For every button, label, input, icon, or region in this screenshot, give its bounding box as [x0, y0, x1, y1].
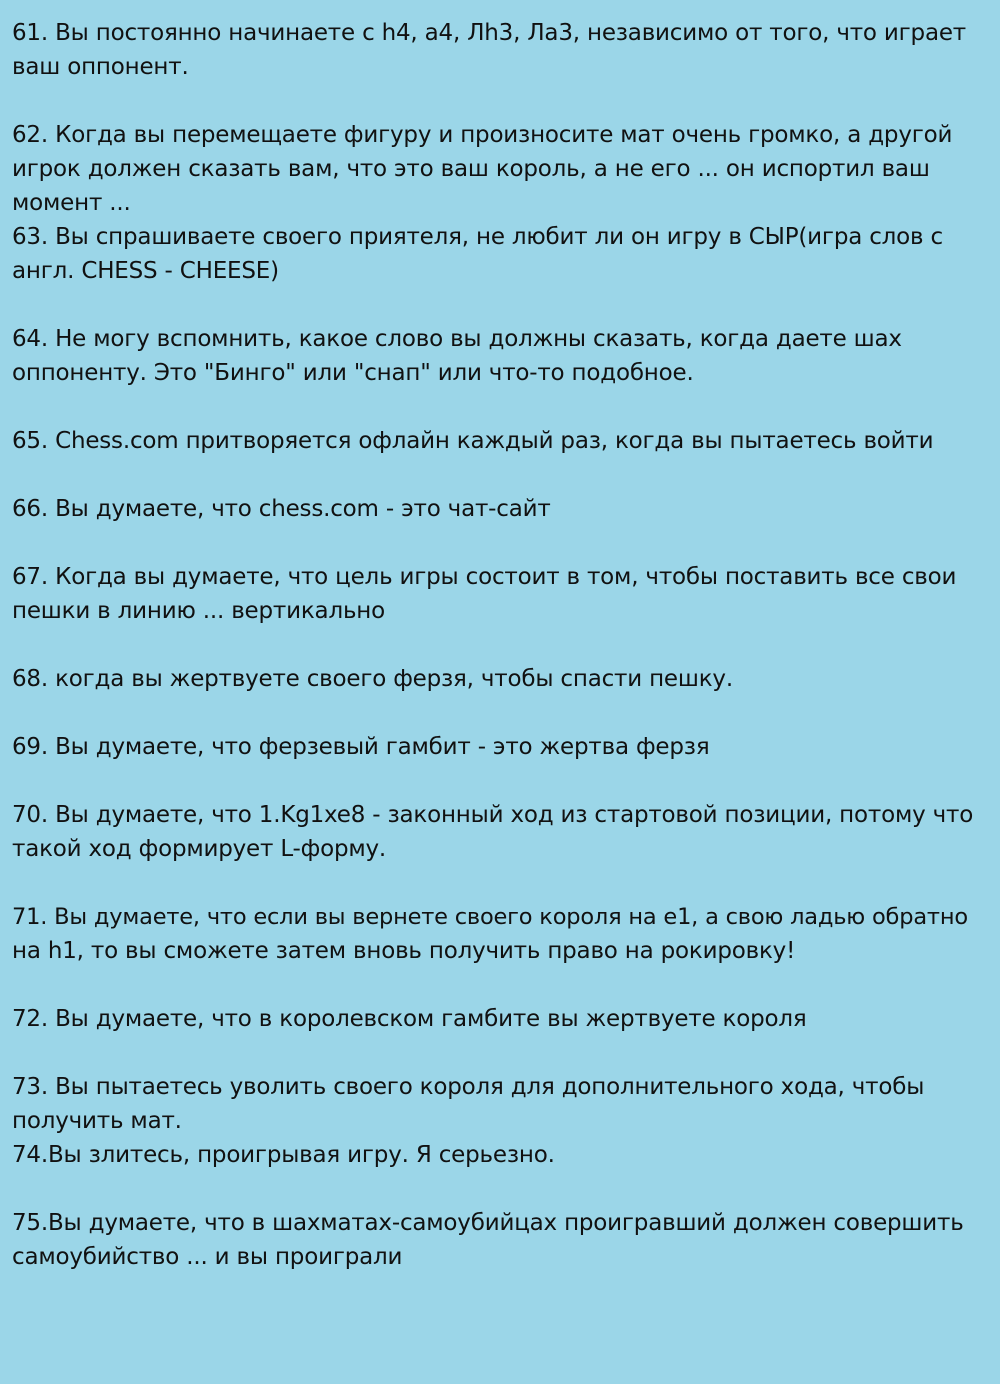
text-line: 64. Не могу вспомнить, какое слово вы должны сказать, когда даете шах	[12, 326, 902, 352]
text-line: 67. Когда вы думаете, что цель игры состоит в том, чтобы поставить все свои	[12, 564, 957, 590]
text-line: оппоненту. Это "Бинго" или "снап" или что-то подобное.	[12, 360, 694, 386]
text-line: 63. Вы спрашиваете своего приятеля, не любит ли он игру в СЫР(игра слов с	[12, 224, 943, 250]
text-line: 72. Вы думаете, что в королевском гамбите вы жертвуете короля	[12, 1006, 807, 1032]
text-line: на h1, то вы сможете затем вновь получить право на рокировку!	[12, 938, 796, 964]
text-line: получить мат.	[12, 1108, 182, 1134]
text-line: 62. Когда вы перемещаете фигуру и произносите мат очень громко, а другой	[12, 122, 953, 148]
text-line: момент ...	[12, 190, 131, 216]
text-line: 61. Вы постоянно начинаете с h4, a4, Лh3, Ла3, независимо от того, что играет	[12, 20, 966, 46]
text-line: 68. когда вы жертвуете своего ферзя, чтобы спасти пешку.	[12, 666, 733, 692]
text-line: самоубийство ... и вы проиграли	[12, 1244, 403, 1270]
text-line: 65. Chess.com притворяется офлайн каждый раз, когда вы пытаетесь войти	[12, 428, 934, 454]
text-line: 69. Вы думаете, что ферзевый гамбит - это жертва ферзя	[12, 734, 710, 760]
text-line: игрок должен сказать вам, что это ваш король, а не его ... он испортил ваш	[12, 156, 930, 182]
text-line: 74.Вы злитесь, проигрывая игру. Я серьезно.	[12, 1142, 555, 1168]
text-line: пешки в линию ... вертикально	[12, 598, 386, 624]
text-line: ваш оппонент.	[12, 54, 189, 80]
text-line: 71. Вы думаете, что если вы вернете своего короля на e1, а свою ладью обратно	[12, 904, 968, 930]
text-line: 66. Вы думаете, что chess.com - это чат-сайт	[12, 496, 551, 522]
text-line: такой ход формирует L-форму.	[12, 836, 387, 862]
text-line: 75.Вы думаете, что в шахматах-самоубийцах проигравший должен совершить	[12, 1210, 964, 1236]
text-line: англ. CHESS - CHEESE)	[12, 258, 279, 284]
text-line: 70. Вы думаете, что 1.Kg1xe8 - законный ход из стартовой позиции, потому что	[12, 802, 974, 828]
text-line: 73. Вы пытаетесь уволить своего короля для дополнительного хода, чтобы	[12, 1074, 925, 1100]
